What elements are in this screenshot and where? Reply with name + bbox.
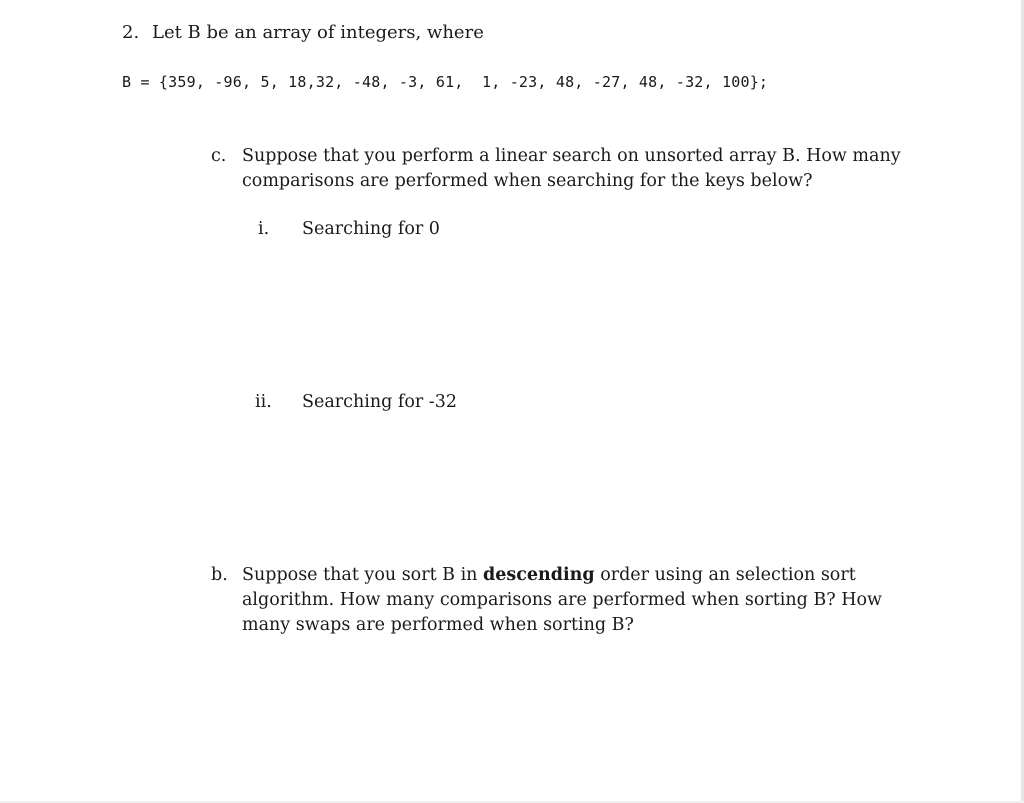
subpart-ii-marker: ii. bbox=[255, 392, 272, 412]
part-b-text-before: Suppose that you sort B in bbox=[242, 565, 484, 585]
part-c-text: Suppose that you perform a linear search on unsorted array B. How many comparisons are performed when searching for the keys below? bbox=[242, 146, 901, 191]
subpart-ii bbox=[255, 390, 457, 415]
subpart-i-marker: i. bbox=[258, 219, 270, 239]
question-heading bbox=[122, 21, 484, 45]
part-b-bold-word: descending bbox=[483, 565, 595, 585]
subpart-i-text: Searching for 0 bbox=[302, 219, 440, 239]
array-definition: B = {359, -96, 5, 18,32, -48, -3, 61, 1, -23, 48, -27, 48, -32, 100}; bbox=[122, 73, 769, 91]
part-b-text-after: order using an selection sort algorithm. How many comparisons are performed when sorting B? How many swaps are performed when sorting B? bbox=[242, 565, 883, 635]
question-number: 2. bbox=[122, 22, 140, 43]
part-c bbox=[211, 144, 911, 194]
part-b bbox=[211, 563, 911, 638]
subpart-ii-text: Searching for -32 bbox=[302, 392, 457, 412]
part-b-text bbox=[242, 563, 911, 638]
question-intro: Let B be an array of integers, where bbox=[152, 22, 484, 43]
subpart-i bbox=[258, 217, 440, 242]
part-b-marker: b. bbox=[211, 565, 228, 585]
part-c-marker: c. bbox=[211, 146, 227, 166]
